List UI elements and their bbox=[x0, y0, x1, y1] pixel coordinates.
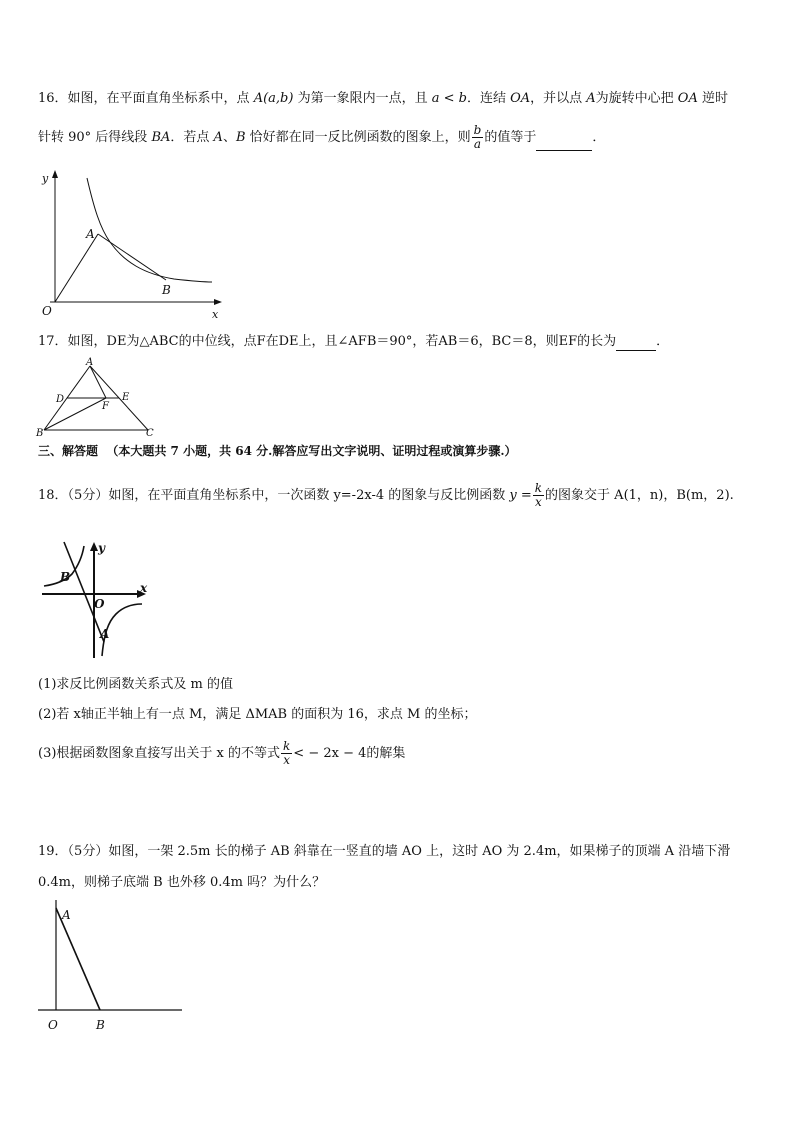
q19-line-2: 0.4m，则梯子底端 B 也外移 0.4m 吗？为什么？ bbox=[38, 875, 326, 890]
label-y: y bbox=[42, 172, 49, 185]
q17-line: 17．如图，DE为△ABC的中位线，点F在DE上，且∠AFB＝90°，若AB＝6，BC＝8，则EF的长为 ． bbox=[38, 334, 670, 349]
point-a-coord: A(a,b) bbox=[253, 91, 294, 106]
label-f: F bbox=[102, 401, 109, 412]
label-o: O bbox=[94, 597, 105, 611]
label-a: A bbox=[86, 357, 94, 368]
label-c: C bbox=[146, 428, 154, 439]
label-a: A bbox=[100, 627, 110, 641]
q18-sub-1: (1)求反比例函数关系式及 m 的值 bbox=[38, 677, 234, 692]
label-x: x bbox=[212, 308, 219, 321]
q16-figure bbox=[32, 168, 232, 320]
linear-function-line bbox=[64, 542, 104, 642]
q18-sub-2: (2)若 x轴正半轴上有一点 M，满足 ΔMAB 的面积为 16，求点 M 的坐标； bbox=[38, 707, 477, 722]
inequality-rhs: < − 2x − 4 bbox=[293, 746, 367, 761]
label-y: y bbox=[98, 541, 105, 555]
q17-figure bbox=[34, 356, 160, 438]
label-o: O bbox=[48, 1018, 58, 1032]
fraction-b-over-a: $\frac{b}{a}$ bbox=[473, 123, 482, 151]
q16-line-1: 16．如图，在平面直角坐标系中，点 A(a,b) 为第一象限内一点，且 a < b．连结 OA，并以点 A为旋转中心把 OA 逆时 bbox=[38, 91, 728, 106]
label-b: B bbox=[162, 283, 171, 297]
ladder-ab bbox=[56, 908, 100, 1010]
q18-line-1: 18．（5分）如图，在平面直角坐标系中，一次函数 y=-2x-4 的图象与反比例函数 y = $\frac{k}{x}$ 的图象交于 A(1，n)，B(m，2). bbox=[38, 481, 734, 509]
fraction-k-over-x: $\frac{k}{x}$ bbox=[534, 481, 543, 509]
label-b: B bbox=[96, 1018, 105, 1032]
label-e: E bbox=[122, 392, 130, 403]
hyperbola-curve bbox=[87, 178, 212, 282]
label-a: A bbox=[86, 227, 95, 241]
y-axis-arrow bbox=[52, 170, 58, 178]
q18-sub-3: (3)根据函数图象直接写出关于 x 的不等式 $\frac{k}{x}$ < − 2x − 4的解集 bbox=[38, 739, 406, 767]
segment-bf bbox=[44, 398, 106, 430]
segment-oa bbox=[55, 234, 98, 302]
answer-blank bbox=[536, 138, 592, 151]
label-a: A bbox=[62, 908, 71, 922]
section-header: 三、解答题 （本大题共 7 小题，共 64 分.解答应写出文字说明、证明过程或演算步骤.） bbox=[38, 444, 517, 458]
label-d: D bbox=[56, 394, 65, 405]
label-x: x bbox=[140, 581, 148, 595]
label-o: O bbox=[42, 304, 52, 318]
label-b: B bbox=[60, 570, 71, 584]
label-b: B bbox=[36, 428, 44, 439]
segment-af bbox=[90, 366, 106, 398]
segment-ab bbox=[98, 234, 166, 280]
answer-blank bbox=[616, 338, 656, 351]
y-axis-arrow bbox=[90, 542, 98, 551]
q18-figure bbox=[38, 538, 154, 662]
x-axis-arrow bbox=[214, 299, 222, 305]
q16-line-2: 针转 90° 后得线段 BA．若点 A、B 恰好都在同一反比例函数的图象上，则 $\frac{b}{a}$ 的值等于 ． bbox=[38, 123, 606, 151]
condition: a < b bbox=[431, 91, 467, 106]
q19-line-1: 19．（5分）如图，一架 2.5m 长的梯子 AB 斜靠在一竖直的墙 AO 上，这时 AO 为 2.4m，如果梯子的顶端 A 沿墙下滑 bbox=[38, 844, 731, 859]
q19-figure bbox=[36, 898, 186, 1034]
fraction-k-over-x: $\frac{k}{x}$ bbox=[283, 739, 291, 767]
